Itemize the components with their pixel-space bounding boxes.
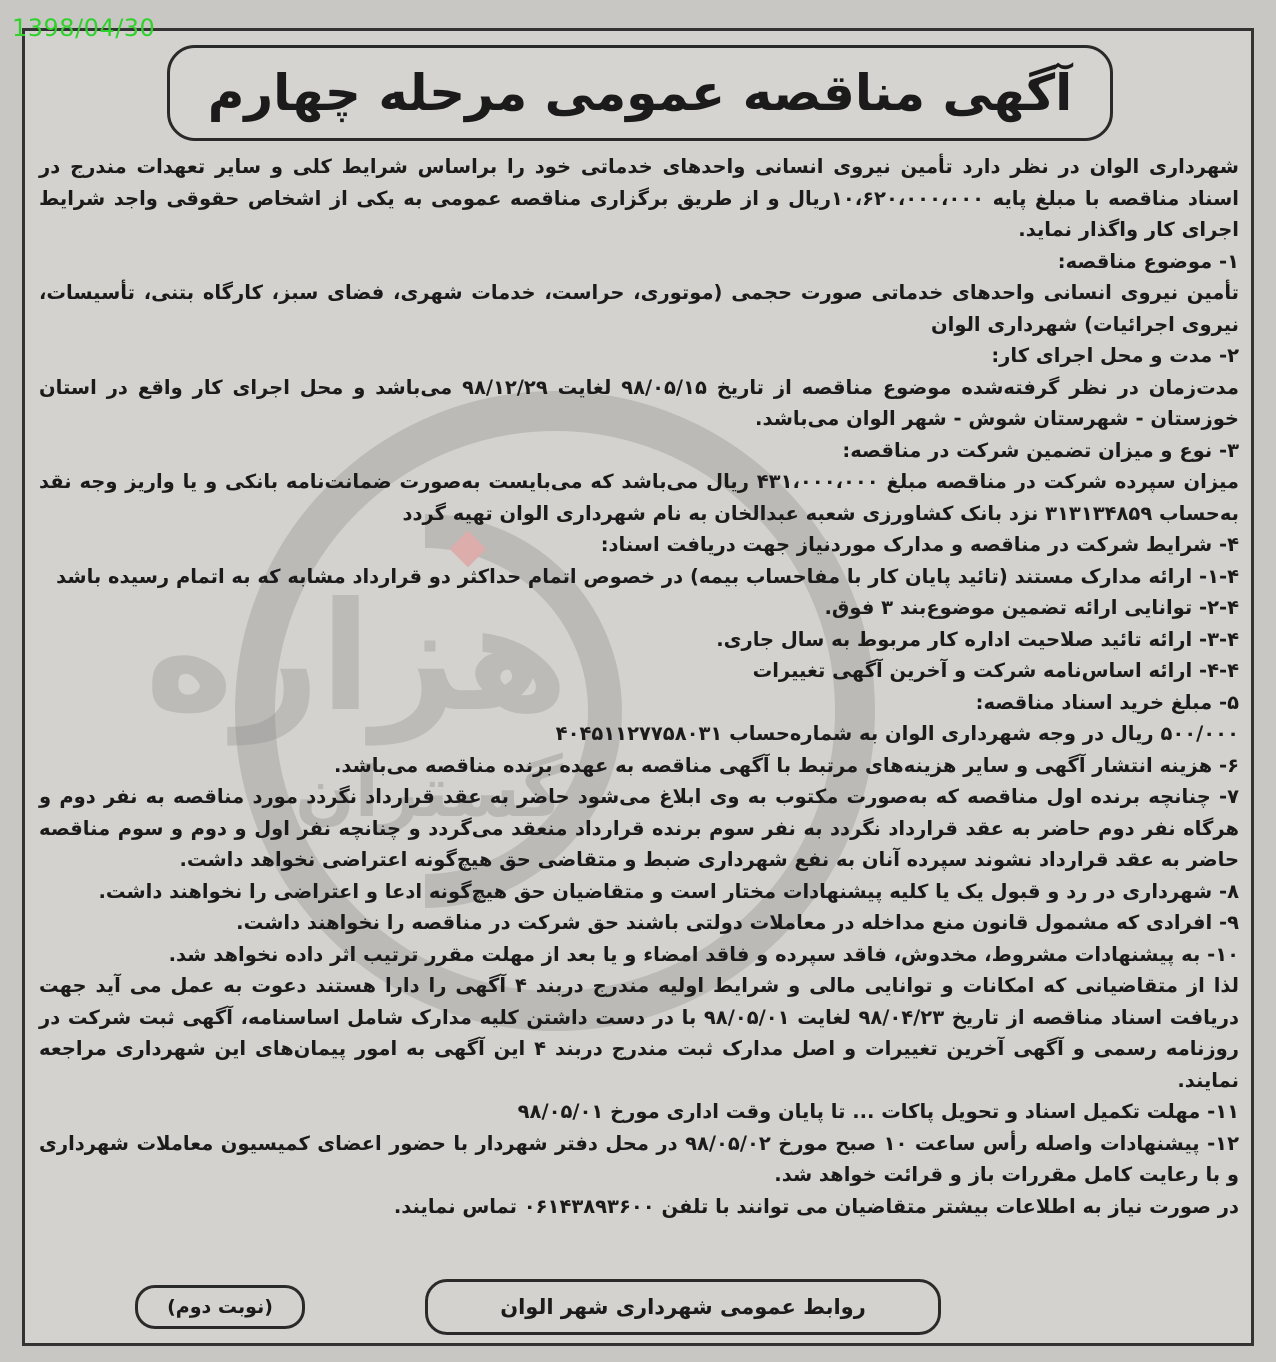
signature-box: روابط عمومی شهرداری شهر الوان — [425, 1279, 941, 1335]
footer — [25, 1279, 1251, 1335]
publication-round-badge: (نوبت دوم) — [135, 1285, 305, 1329]
notice-frame — [22, 28, 1254, 1346]
title-box — [167, 45, 1113, 141]
condition-4-3: ۳-۴- ارائه تائید صلاحیت اداره کار مربوط به سال جاری. — [716, 627, 1239, 651]
section-11: ۱۱- مهلت تکمیل اسناد و تحویل پاکات ... تا پایان وقت اداری مورخ ۹۸/۰۵/۰۱ — [517, 1100, 1239, 1123]
section-heading-5: ۵- مبلغ خرید اسناد مناقصه: — [975, 690, 1239, 714]
section-text-5: ۵۰۰/۰۰۰ ریال در وجه شهرداری الوان به شماره‌حساب ۴۰۴۵۱۱۲۷۷۵۸۰۳۱ — [555, 722, 1239, 745]
section-heading-2: ۲- مدت و محل اجرای کار: — [991, 344, 1239, 367]
section-text-3: میزان سپرده شرکت در مناقصه مبلغ ۴۳۱،۰۰۰،۰۰۰ ریال می‌باشد که می‌بایست به‌صورت ضمانت‌نامه بانکی و یا واریز وجه نقد به‌حساب ۳۱۳۱۳۴۸۵۹ نزد بانک کشاورزی شعبه عبدالخان به نام شهرداری الوان تهیه گردد — [39, 470, 1239, 525]
watermark-subtext: گستران — [295, 751, 563, 833]
condition-4-4: ۴-۴- ارائه اساس‌نامه شرکت و آخرین آگهی تغییرات — [752, 659, 1239, 682]
section-text-1: تأمین نیروی انسانی واحدهای خدماتی صورت حجمی (موتوری، حراست، خدمات شهری، فضای سبز، کارگاه بتنی، تأسیسات، نیروی اجرائیات) شهرداری الوان — [39, 281, 1239, 336]
section-heading-3: ۳- نوع و میزان تضمین شرکت در مناقصه: — [842, 438, 1239, 462]
invitation-paragraph: لذا از متقاضیانی که امکانات و توانایی مالی و شرایط اولیه مندرج دربند ۴ آگهی را دارا هستند دعوت به عمل می آید جهت دریافت اسناد مناقصه از تاریخ ۹۸/۰۴/۲۳ لغایت ۹۸/۰۵/۰۱ با در دست داشتن کلیه مدارک شامل اساسنامه، آگهی ثبت شرکت در روزنامه رسمی و آگهی آخرین تغییرات و اصل مدارک ثبت مندرج دربند ۴ این آگهی به امور پیمان‌های این شهرداری مراجعه نمایند. — [39, 974, 1239, 1092]
section-12: ۱۲- پیشنهادات واصله رأس ساعت ۱۰ صبح مورخ ۹۸/۰۵/۰۲ در محل دفتر شهردار با حضور اعضای کمیسیون معاملات شهرداری و با رعایت کامل مقررات باز و قرائت خواهد شد. — [39, 1131, 1239, 1186]
section-6: ۶- هزینه انتشار آگهی و سایر هزینه‌های مرتبط با آگهی مناقصه به عهده برنده مناقصه می‌باشد. — [333, 753, 1239, 777]
section-heading-1: ۱- موضوع مناقصه: — [1057, 249, 1239, 273]
condition-4-2: ۲-۴- توانایی ارائه تضمین موضوع‌بند ۳ فوق. — [824, 596, 1239, 619]
section-heading-4: ۴- شرایط شرکت در مناقصه و مدارک موردنیاز جهت دریافت اسناد: — [600, 533, 1239, 556]
section-text-2: مدت‌زمان در نظر گرفته‌شده موضوع مناقصه از تاریخ ۹۸/۰۵/۱۵ لغایت ۹۸/۱۲/۲۹ می‌باشد و محل اجرای کار واقع در استان خوزستان - شهرستان شوش - شهر الوان می‌باشد. — [39, 375, 1240, 430]
condition-4-1: ۱-۴- ارائه مدارک مستند (تائید پایان کار با مفاحساب بیمه) در خصوص اتمام حداکثر دو قرارداد مشابه که به اتمام رسیده باشد — [56, 564, 1239, 588]
watermark-maintext: هزاره — [145, 571, 569, 745]
contact-paragraph: در صورت نیاز به اطلاعات بیشتر متقاضیان می توانند با تلفن ۰۶۱۴۳۸۹۳۶۰۰ تماس نمایند. — [393, 1194, 1239, 1218]
notice-title: آگهی مناقصه عمومی مرحله چهارم — [207, 64, 1073, 122]
intro-paragraph: شهرداری الوان در نظر دارد تأمین نیروی انسانی واحدهای خدماتی خود را براساس شرایط کلی و سایر تعهدات مندرج در اسناد مناقصه با مبلغ پایه ۱۰،۶۲۰،۰۰۰،۰۰۰ریال و از طریق برگزاری مناقصه عمومی به یکی از اشخاص حقوقی واجد شرایط اجرای کار واگذار نماید. — [39, 155, 1239, 241]
notice-body — [39, 151, 1239, 1222]
section-8: ۸- شهرداری در رد و قبول یک یا کلیه پیشنهادات مختار است و متقاضیان حق هیچ‌گونه ادعا و اعتراضی را نخواهند داشت. — [98, 879, 1239, 903]
date-stamp: 1398/04/30 — [12, 14, 156, 42]
section-9: ۹- افرادی که مشمول قانون منع مداخله در معاملات دولتی باشند حق شرکت در مناقصه را نخواهند داشت. — [236, 911, 1239, 934]
section-10: ۱۰- به پیشنهادات مشروط، مخدوش، فاقد سپرده و فاقد امضاء و یا بعد از مهلت مقرر ترتیب اثر داده نخواهد شد. — [168, 942, 1239, 966]
section-7: ۷- چنانچه برنده اول مناقصه که به‌صورت مکتوب به وی ابلاغ می‌شود حاضر به عقد قرارداد نگردد مورد مناقصه به نفر دوم و هرگاه نفر دوم حاضر به عقد قرارداد نگردد به نفر سوم برنده قرارداد منعقد می‌گردد و چنانچه نفر اول و دوم و سوم مناقصه حاضر به عقد قرارداد نشوند سپرده آنان به نفع شهرداری ضبط و متقاضی حق هیچ‌گونه اعتراضی نخواهد داشت. — [39, 785, 1239, 871]
